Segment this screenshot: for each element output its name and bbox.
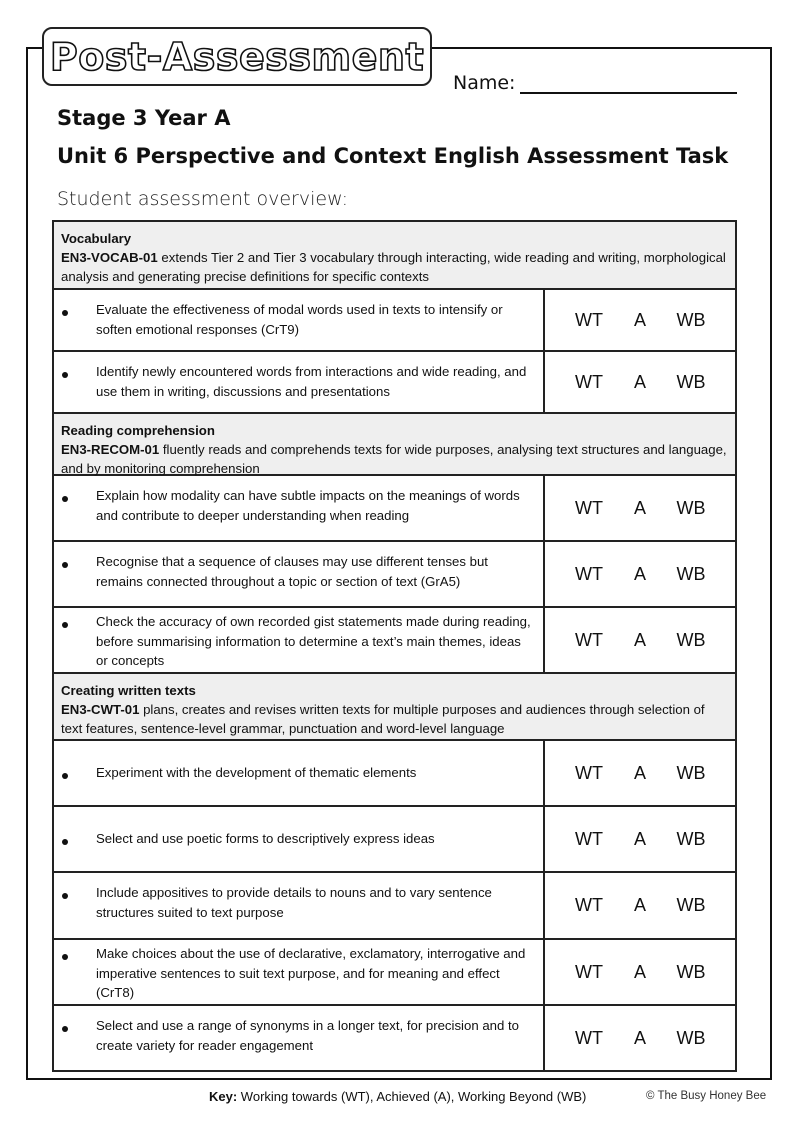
indicator-cell (54, 1006, 545, 1070)
table-row (54, 542, 735, 608)
rating-cell (545, 807, 735, 871)
rating-wt[interactable]: WT (575, 1027, 603, 1048)
outcome-code: EN3-CWT-01 (61, 702, 140, 717)
rating-cell (545, 1006, 735, 1070)
rating-a[interactable]: A (633, 961, 646, 982)
rating-cell (545, 352, 735, 412)
table-row (54, 807, 735, 873)
rating-wb[interactable]: WB (676, 497, 706, 518)
bullet-icon (62, 622, 68, 628)
section-title: Reading comprehension (61, 423, 215, 438)
rating-wt[interactable]: WT (575, 371, 603, 392)
indicator-cell (54, 608, 545, 672)
indicator-text: Experiment with the development of thematic elements (96, 765, 417, 781)
bullet-icon (62, 562, 68, 568)
rating-cell (545, 873, 735, 938)
section-title: Creating written texts (61, 683, 196, 698)
outcome-text: plans, creates and revises written texts for multiple purposes and audiences through selection of text features, sentence-level grammar, punctuation and word-level language (61, 702, 705, 736)
rating-wt[interactable]: WT (575, 762, 603, 783)
rating-wt[interactable]: WT (575, 497, 603, 518)
rating-wt[interactable]: WT (575, 895, 603, 915)
bullet-icon (62, 954, 68, 960)
indicator-text: Select and use a range of synonyms in a longer text, for precision and to create variety for reader engagement (96, 1018, 519, 1053)
table-row (54, 608, 735, 674)
indicator-cell (54, 807, 545, 871)
rating-wb[interactable]: WB (676, 895, 706, 915)
rating-a[interactable]: A (633, 895, 646, 915)
rating-a[interactable]: A (633, 629, 646, 650)
indicator-text: Evaluate the effectiveness of modal words used in texts to intensify or soften emotional responses (CrT9) (96, 302, 503, 337)
section-title: Vocabulary (61, 231, 132, 246)
bullet-icon (62, 1026, 68, 1032)
table-row (54, 741, 735, 807)
bullet-icon (62, 496, 68, 502)
indicator-text: Recognise that a sequence of clauses may use different tenses but remains connected throughout a topic or section of text (GrA5) (96, 554, 488, 589)
rating-a[interactable]: A (633, 309, 646, 330)
rating-wb[interactable]: WB (676, 629, 706, 650)
rating-a[interactable]: A (633, 828, 646, 849)
table-row (54, 940, 735, 1006)
indicator-cell (54, 542, 545, 606)
bullet-icon (62, 372, 68, 378)
table-row (54, 873, 735, 940)
rating-a[interactable]: A (633, 563, 646, 584)
indicator-cell (54, 290, 545, 350)
key-label: Key: (209, 1089, 238, 1104)
outcome-text: fluently reads and comprehends texts for wide purposes, analysing text structures and language, and by monitoring comprehension (61, 442, 727, 476)
rating-cell (545, 940, 735, 1004)
rating-cell (545, 476, 735, 540)
indicator-cell (54, 741, 545, 805)
indicator-text: Make choices about the use of declarative, exclamatory, interrogative and imperative sentences to suit text purpose, and for meaning and effect (CrT8) (96, 946, 526, 1000)
rating-wb[interactable]: WB (676, 1027, 706, 1048)
rating-wb[interactable]: WB (676, 828, 706, 849)
stage-heading: Stage 3 Year A (57, 106, 231, 130)
bullet-icon (62, 893, 68, 899)
rating-wt[interactable]: WT (575, 961, 603, 982)
section-header-vocabulary (54, 222, 735, 290)
indicator-text: Select and use poetic forms to descriptively express ideas (96, 831, 435, 847)
overview-label: Student assessment overview: (57, 188, 348, 210)
outcome-code: EN3-RECOM-01 (61, 442, 160, 457)
key-legend (209, 1089, 586, 1104)
rating-wb[interactable]: WB (676, 309, 706, 330)
rating-a[interactable]: A (633, 1027, 646, 1048)
indicator-cell (54, 352, 545, 412)
indicator-text: Identify newly encountered words from interactions and wide reading, and use them in writing, discussions and presentations (96, 364, 527, 399)
table-row (54, 352, 735, 414)
copyright-notice: © The Busy Honey Bee (646, 1090, 767, 1102)
name-field[interactable] (520, 92, 737, 94)
table-row (54, 1006, 735, 1070)
bullet-icon (62, 773, 68, 779)
outcome-text: extends Tier 2 and Tier 3 vocabulary through interacting, wide reading and writing, morphological analysis and generating precise definitions for specific contexts (61, 250, 726, 284)
rating-wb[interactable]: WB (676, 563, 706, 584)
indicator-text: Include appositives to provide details to nouns and to vary sentence structures suited to text purpose (96, 885, 492, 920)
indicator-cell (54, 476, 545, 540)
indicator-cell (54, 940, 545, 1004)
outcome-code: EN3-VOCAB-01 (61, 250, 158, 265)
title-banner (42, 27, 432, 86)
rating-wt[interactable]: WT (575, 563, 603, 584)
rating-a[interactable]: A (633, 497, 646, 518)
key-text: Working towards (WT), Achieved (A), Working Beyond (WB) (237, 1089, 587, 1104)
rating-a[interactable]: A (633, 762, 646, 783)
indicator-text: Explain how modality can have subtle impacts on the meanings of words and contribute to deeper understanding when reading (96, 488, 520, 523)
table-row (54, 476, 735, 542)
bullet-icon (62, 310, 68, 316)
rating-wb[interactable]: WB (676, 961, 706, 982)
rating-wt[interactable]: WT (575, 309, 603, 330)
rating-cell (545, 290, 735, 350)
bullet-icon (62, 839, 68, 845)
rating-cell (545, 542, 735, 606)
page-title: Post-Assessment (49, 34, 425, 79)
rating-wb[interactable]: WB (676, 371, 706, 392)
section-header-creating-written-texts (54, 674, 735, 741)
rating-a[interactable]: A (633, 371, 646, 392)
rating-cell (545, 608, 735, 672)
indicator-cell (54, 873, 545, 938)
table-row (54, 290, 735, 352)
indicator-text: Check the accuracy of own recorded gist statements made during reading, before summarising information to determine a text’s main themes, ideas or concepts (96, 614, 531, 668)
rating-wb[interactable]: WB (676, 762, 706, 783)
rating-cell (545, 741, 735, 805)
unit-heading: Unit 6 Perspective and Context English Assessment Task (57, 144, 729, 168)
rating-wt[interactable]: WT (575, 828, 603, 849)
section-header-reading-comprehension (54, 414, 735, 476)
name-label: Name: (453, 72, 516, 94)
assessment-table (52, 220, 737, 1072)
rating-wt[interactable]: WT (575, 629, 603, 650)
